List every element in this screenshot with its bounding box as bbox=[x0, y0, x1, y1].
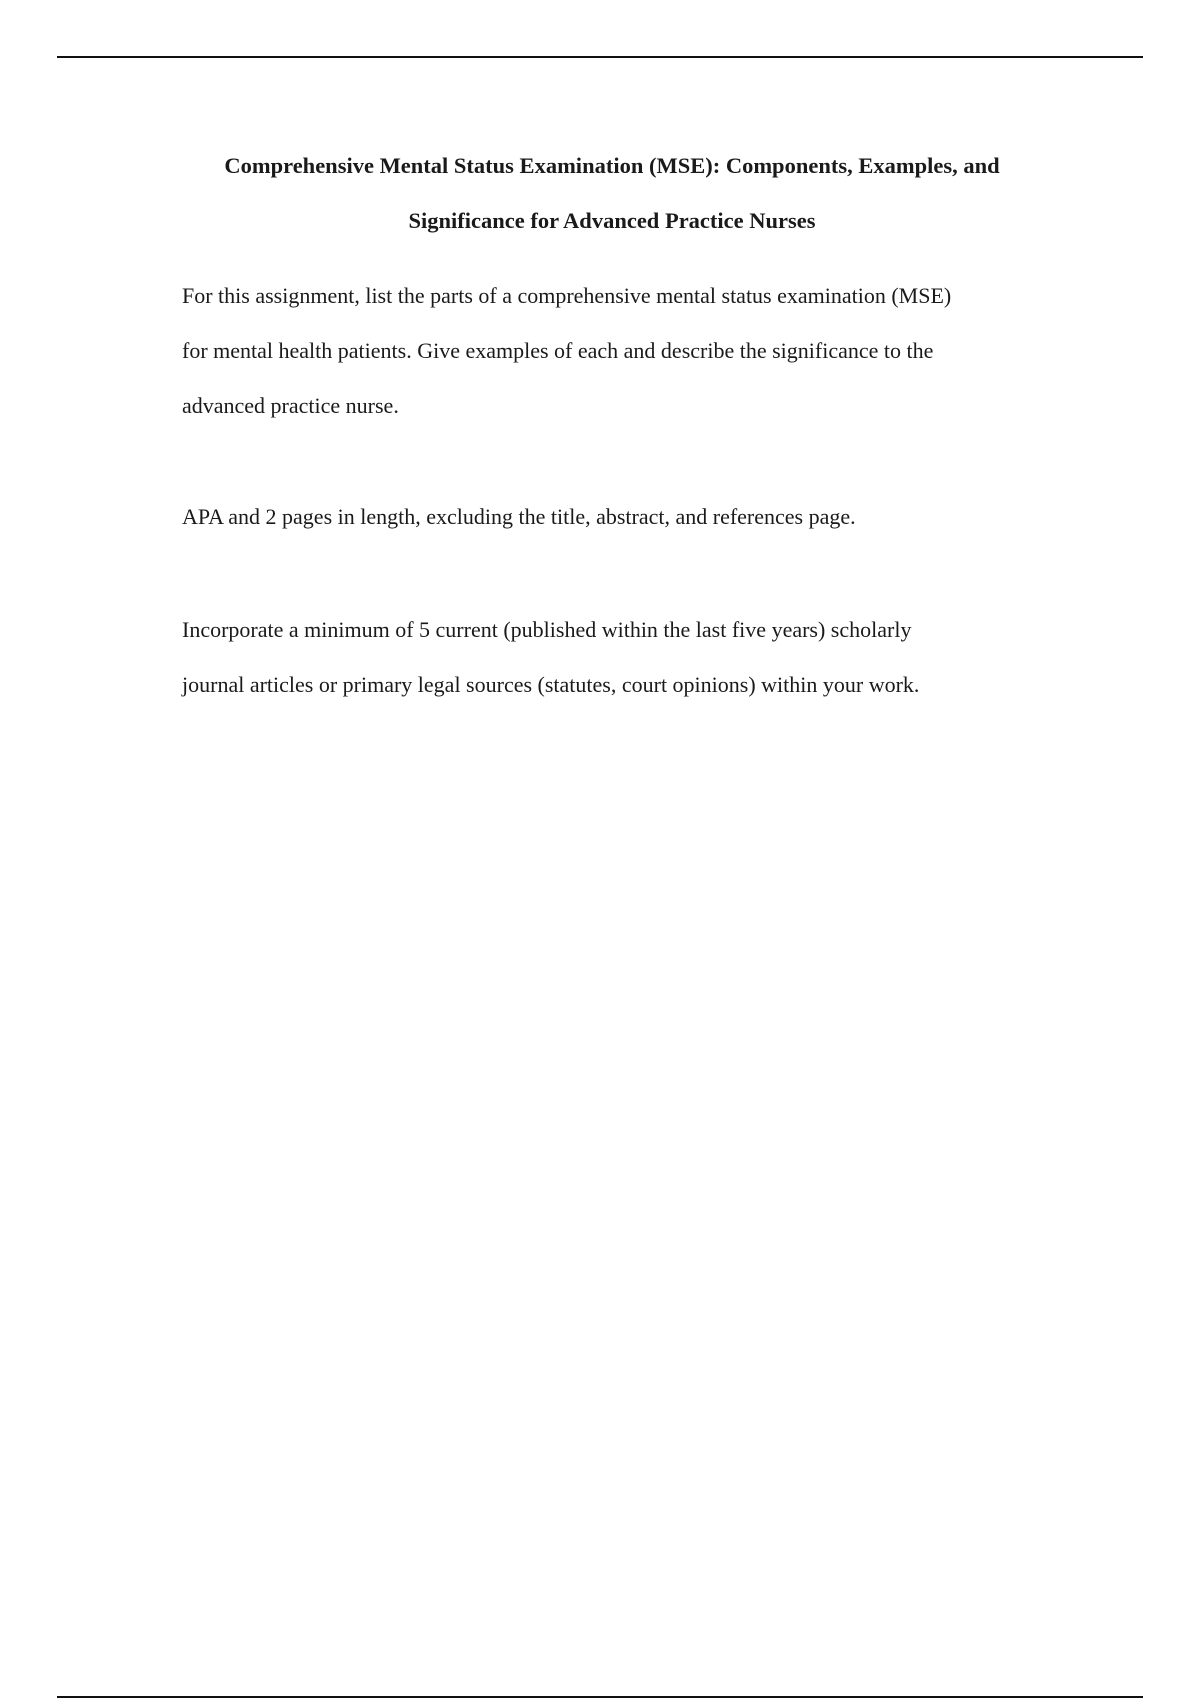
title-line: Significance for Advanced Practice Nurses bbox=[408, 208, 816, 233]
document-body bbox=[182, 138, 1042, 712]
paragraph-line: for mental health patients. Give examples of each and describe the significance to the bbox=[182, 338, 934, 363]
format-requirements-paragraph bbox=[182, 489, 1042, 544]
document-title bbox=[182, 138, 1042, 248]
paragraph-line: journal articles or primary legal sources (statutes, court opinions) within your work. bbox=[182, 672, 920, 697]
paragraph-line: APA and 2 pages in length, excluding the title, abstract, and references page. bbox=[182, 504, 856, 529]
paragraph-line: advanced practice nurse. bbox=[182, 393, 399, 418]
paragraph-line: Incorporate a minimum of 5 current (published within the last five years) scholarly bbox=[182, 617, 912, 642]
sources-requirements-paragraph bbox=[182, 602, 1042, 712]
assignment-instructions-paragraph bbox=[182, 268, 1042, 433]
header-rule bbox=[57, 56, 1143, 58]
title-line: Comprehensive Mental Status Examination (MSE): Components, Examples, and bbox=[224, 153, 1000, 178]
paragraph-line: For this assignment, list the parts of a comprehensive mental status examination (MSE) bbox=[182, 283, 952, 308]
footer-rule bbox=[57, 1696, 1143, 1698]
